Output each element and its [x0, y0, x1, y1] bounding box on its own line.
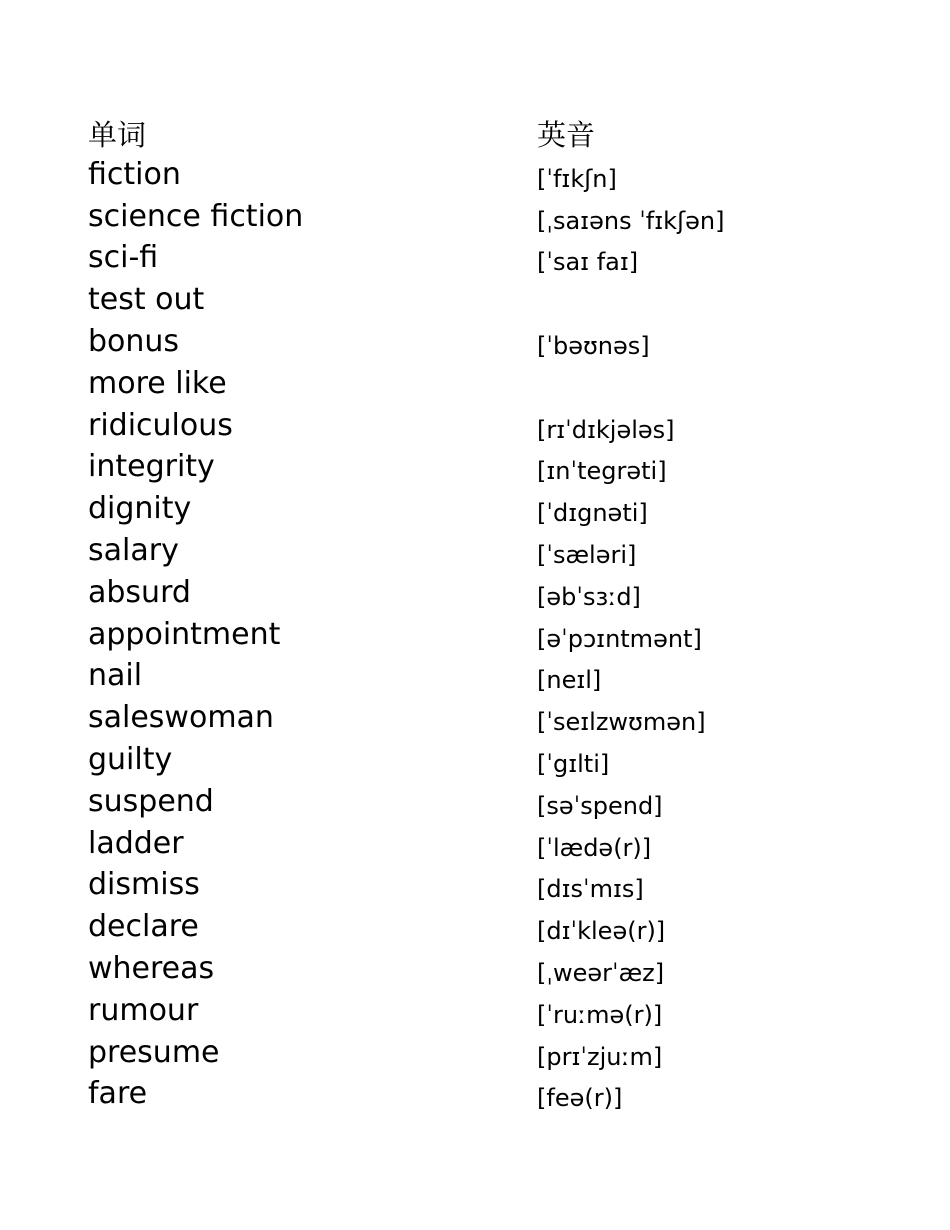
phonetic-cell: [ˈruːmə(r)]: [537, 1000, 663, 1029]
table-row: [88, 614, 888, 656]
table-row: [88, 739, 888, 781]
table-row: [88, 363, 888, 405]
table-row: [88, 823, 888, 865]
phonetic-cell: [ˈbəʊnəs]: [537, 331, 650, 360]
word-cell: suspend: [88, 783, 214, 819]
word-cell: fiction: [88, 156, 181, 192]
table-row: [88, 530, 888, 572]
table-row: [88, 781, 888, 823]
phonetic-cell: [ˈfɪkʃn]: [537, 164, 617, 193]
table-row: [88, 196, 888, 238]
table-row: [88, 948, 888, 990]
word-cell: presume: [88, 1034, 220, 1070]
word-cell: more like: [88, 365, 227, 401]
phonetic-cell: [dɪsˈmɪs]: [537, 875, 644, 904]
table-row: [88, 864, 888, 906]
word-cell: appointment: [88, 616, 281, 652]
phonetic-cell: [əbˈsɜːd]: [537, 582, 641, 611]
table-row: [88, 906, 888, 948]
phonetic-cell: [feə(r)]: [537, 1084, 623, 1113]
table-row: [88, 321, 888, 363]
word-cell: salary: [88, 532, 179, 568]
phonetic-cell: [ˌsaɪəns ˈfɪkʃən]: [537, 206, 725, 235]
phonetic-cell: [ɪnˈtegrəti]: [537, 457, 667, 486]
table-row: [88, 1073, 888, 1115]
phonetic-cell: [əˈpɔɪntmənt]: [537, 624, 702, 653]
word-cell: rumour: [88, 992, 199, 1028]
word-cell: integrity: [88, 449, 215, 485]
phonetic-cell: [səˈspend]: [537, 791, 663, 820]
table-row: [88, 237, 888, 279]
word-cell: guilty: [88, 741, 173, 777]
word-cell: sci-fi: [88, 240, 159, 276]
word-cell: fare: [88, 1076, 148, 1112]
word-cell: dignity: [88, 491, 192, 527]
word-column-header: 单词: [88, 118, 147, 152]
word-cell: absurd: [88, 574, 191, 610]
table-row: [88, 1032, 888, 1074]
table-row: [88, 446, 888, 488]
phonetic-cell: [rɪˈdɪkjələs]: [537, 415, 675, 444]
word-cell: dismiss: [88, 867, 200, 903]
phonetic-cell: [ˈgɪlti]: [537, 749, 610, 778]
table-row: [88, 154, 888, 196]
table-header-row: [88, 112, 888, 154]
table-row: [88, 279, 888, 321]
phonetic-cell: [neɪl]: [537, 666, 602, 695]
vocabulary-table: [88, 112, 888, 1115]
phonetic-cell: [ˈseɪlzwʊmən]: [537, 708, 706, 737]
table-row: [88, 990, 888, 1032]
word-cell: saleswoman: [88, 700, 274, 736]
word-cell: test out: [88, 282, 205, 318]
phonetic-column-header: 英音: [537, 118, 596, 152]
phonetic-cell: [ˈsæləri]: [537, 540, 637, 569]
phonetic-cell: [dɪˈkleə(r)]: [537, 917, 666, 946]
phonetic-cell: [ˈdɪgnəti]: [537, 499, 648, 528]
word-cell: whereas: [88, 950, 215, 986]
vocabulary-rows: [88, 154, 888, 1115]
word-cell: ridiculous: [88, 407, 233, 443]
phonetic-cell: [ˈlædə(r)]: [537, 833, 652, 862]
table-row: [88, 655, 888, 697]
phonetic-cell: [prɪˈzjuːm]: [537, 1042, 663, 1071]
phonetic-cell: [ˌweərˈæz]: [537, 958, 665, 987]
word-cell: science fiction: [88, 198, 304, 234]
word-cell: declare: [88, 909, 199, 945]
table-row: [88, 572, 888, 614]
word-cell: bonus: [88, 323, 180, 359]
table-row: [88, 697, 888, 739]
word-cell: ladder: [88, 825, 184, 861]
table-row: [88, 405, 888, 447]
table-row: [88, 488, 888, 530]
phonetic-cell: [ˈsaɪ faɪ]: [537, 248, 639, 277]
word-cell: nail: [88, 658, 143, 694]
